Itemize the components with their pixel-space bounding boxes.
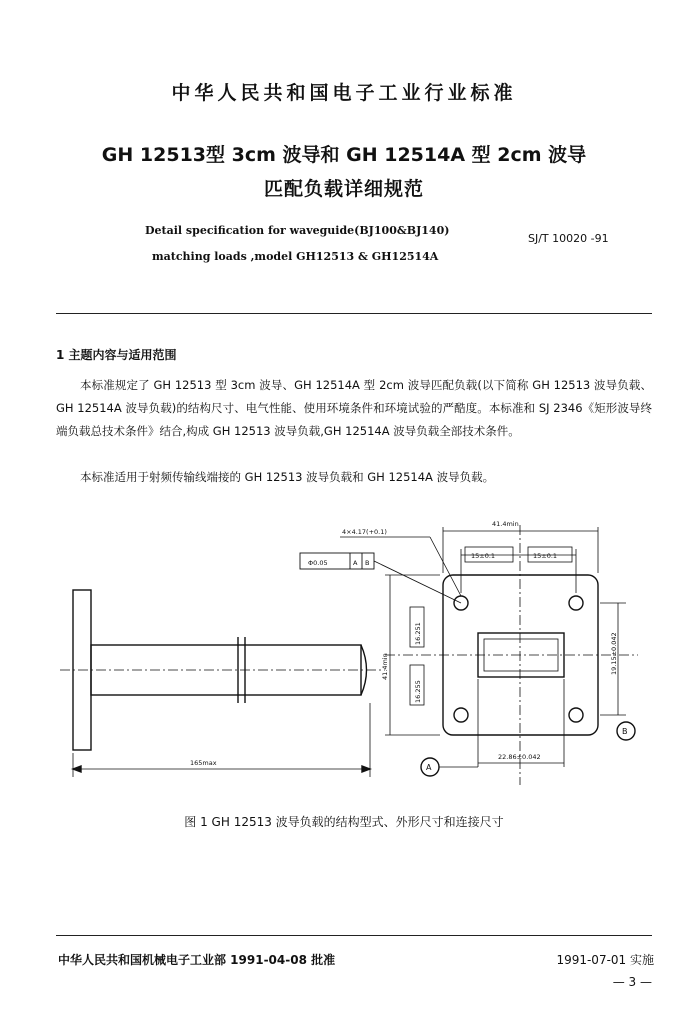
dim-inner-upper: 16.251 — [414, 622, 422, 645]
standard-org-title: 中华人民共和国电子工业行业标准 — [171, 82, 517, 104]
bolt-hole-br — [569, 708, 583, 722]
bolt-hole-tr — [569, 596, 583, 610]
dim-hole-pitch-right: 15±0.1 — [533, 552, 558, 560]
dim-hole-pitch-left: 15±0.1 — [471, 552, 496, 560]
header-divider — [56, 313, 652, 314]
section-paragraph-2: 本标准适用于射频传输线端接的 GH 12513 波导负载和 GH 12514A 波导负载。 — [80, 470, 495, 484]
dim-height-left: 41.4min — [381, 653, 389, 680]
datum-a-symbol: A — [426, 763, 432, 772]
issuer-line: 中华人民共和国机械电子工业部 1991-04-08 批准 — [58, 953, 336, 967]
effective-date: 1991-07-01 实施 — [556, 953, 654, 967]
english-title-line1: Detail specification for waveguide(BJ100&BJ140) — [145, 224, 450, 237]
dim-side-length: 165max — [190, 759, 217, 767]
dim-inner-lower: 16.255 — [414, 680, 422, 703]
dim-right-vertical: 19.15±0.042 — [610, 632, 618, 675]
english-title-line2: matching loads ,model GH12513 & GH12514A — [152, 250, 439, 263]
dim-top-width: 41.4min — [492, 520, 519, 528]
standard-number: SJ/T 10020 -91 — [528, 232, 609, 245]
section-paragraph-1: 本标准规定了 GH 12513 型 3cm 波导、GH 12514A 型 2cm 波导匹配负载(以下简称 GH 12513 波导负载、GH 12514A 波导负载)的结构尺寸、电气性能、使用环境条件和环境试验的严酷度。本标准和 SJ 2346《矩形波导终端负载总技术条件》结合,构成 GH 12513 波导负载,GH 12514A 波导负载全部技术条件。 — [56, 378, 652, 438]
footer-divider — [56, 935, 652, 936]
dim-bottom: 22.86±0.042 — [498, 753, 541, 761]
figure-caption: 图 1 GH 12513 波导负载的结构型式、外形尺寸和连接尺寸 — [184, 815, 504, 829]
datum-b-frame: B — [365, 559, 370, 567]
document-title-line2: 匹配负载详细规范 — [263, 178, 424, 200]
bolt-hole-bl — [454, 708, 468, 722]
tolerance-value: Φ0.05 — [308, 559, 328, 567]
document-title-line1: GH 12513型 3cm 波导和 GH 12514A 型 2cm 波导 — [101, 144, 587, 166]
page-number: — 3 — — [612, 975, 652, 989]
datum-b-symbol: B — [622, 727, 628, 736]
datum-a-frame: A — [353, 559, 358, 567]
dim-hole-callout: 4×4.17(+0.1) — [342, 528, 387, 536]
waveguide-load-drawing — [40, 505, 660, 795]
section-heading: 1 主题内容与适用范围 — [56, 348, 177, 362]
